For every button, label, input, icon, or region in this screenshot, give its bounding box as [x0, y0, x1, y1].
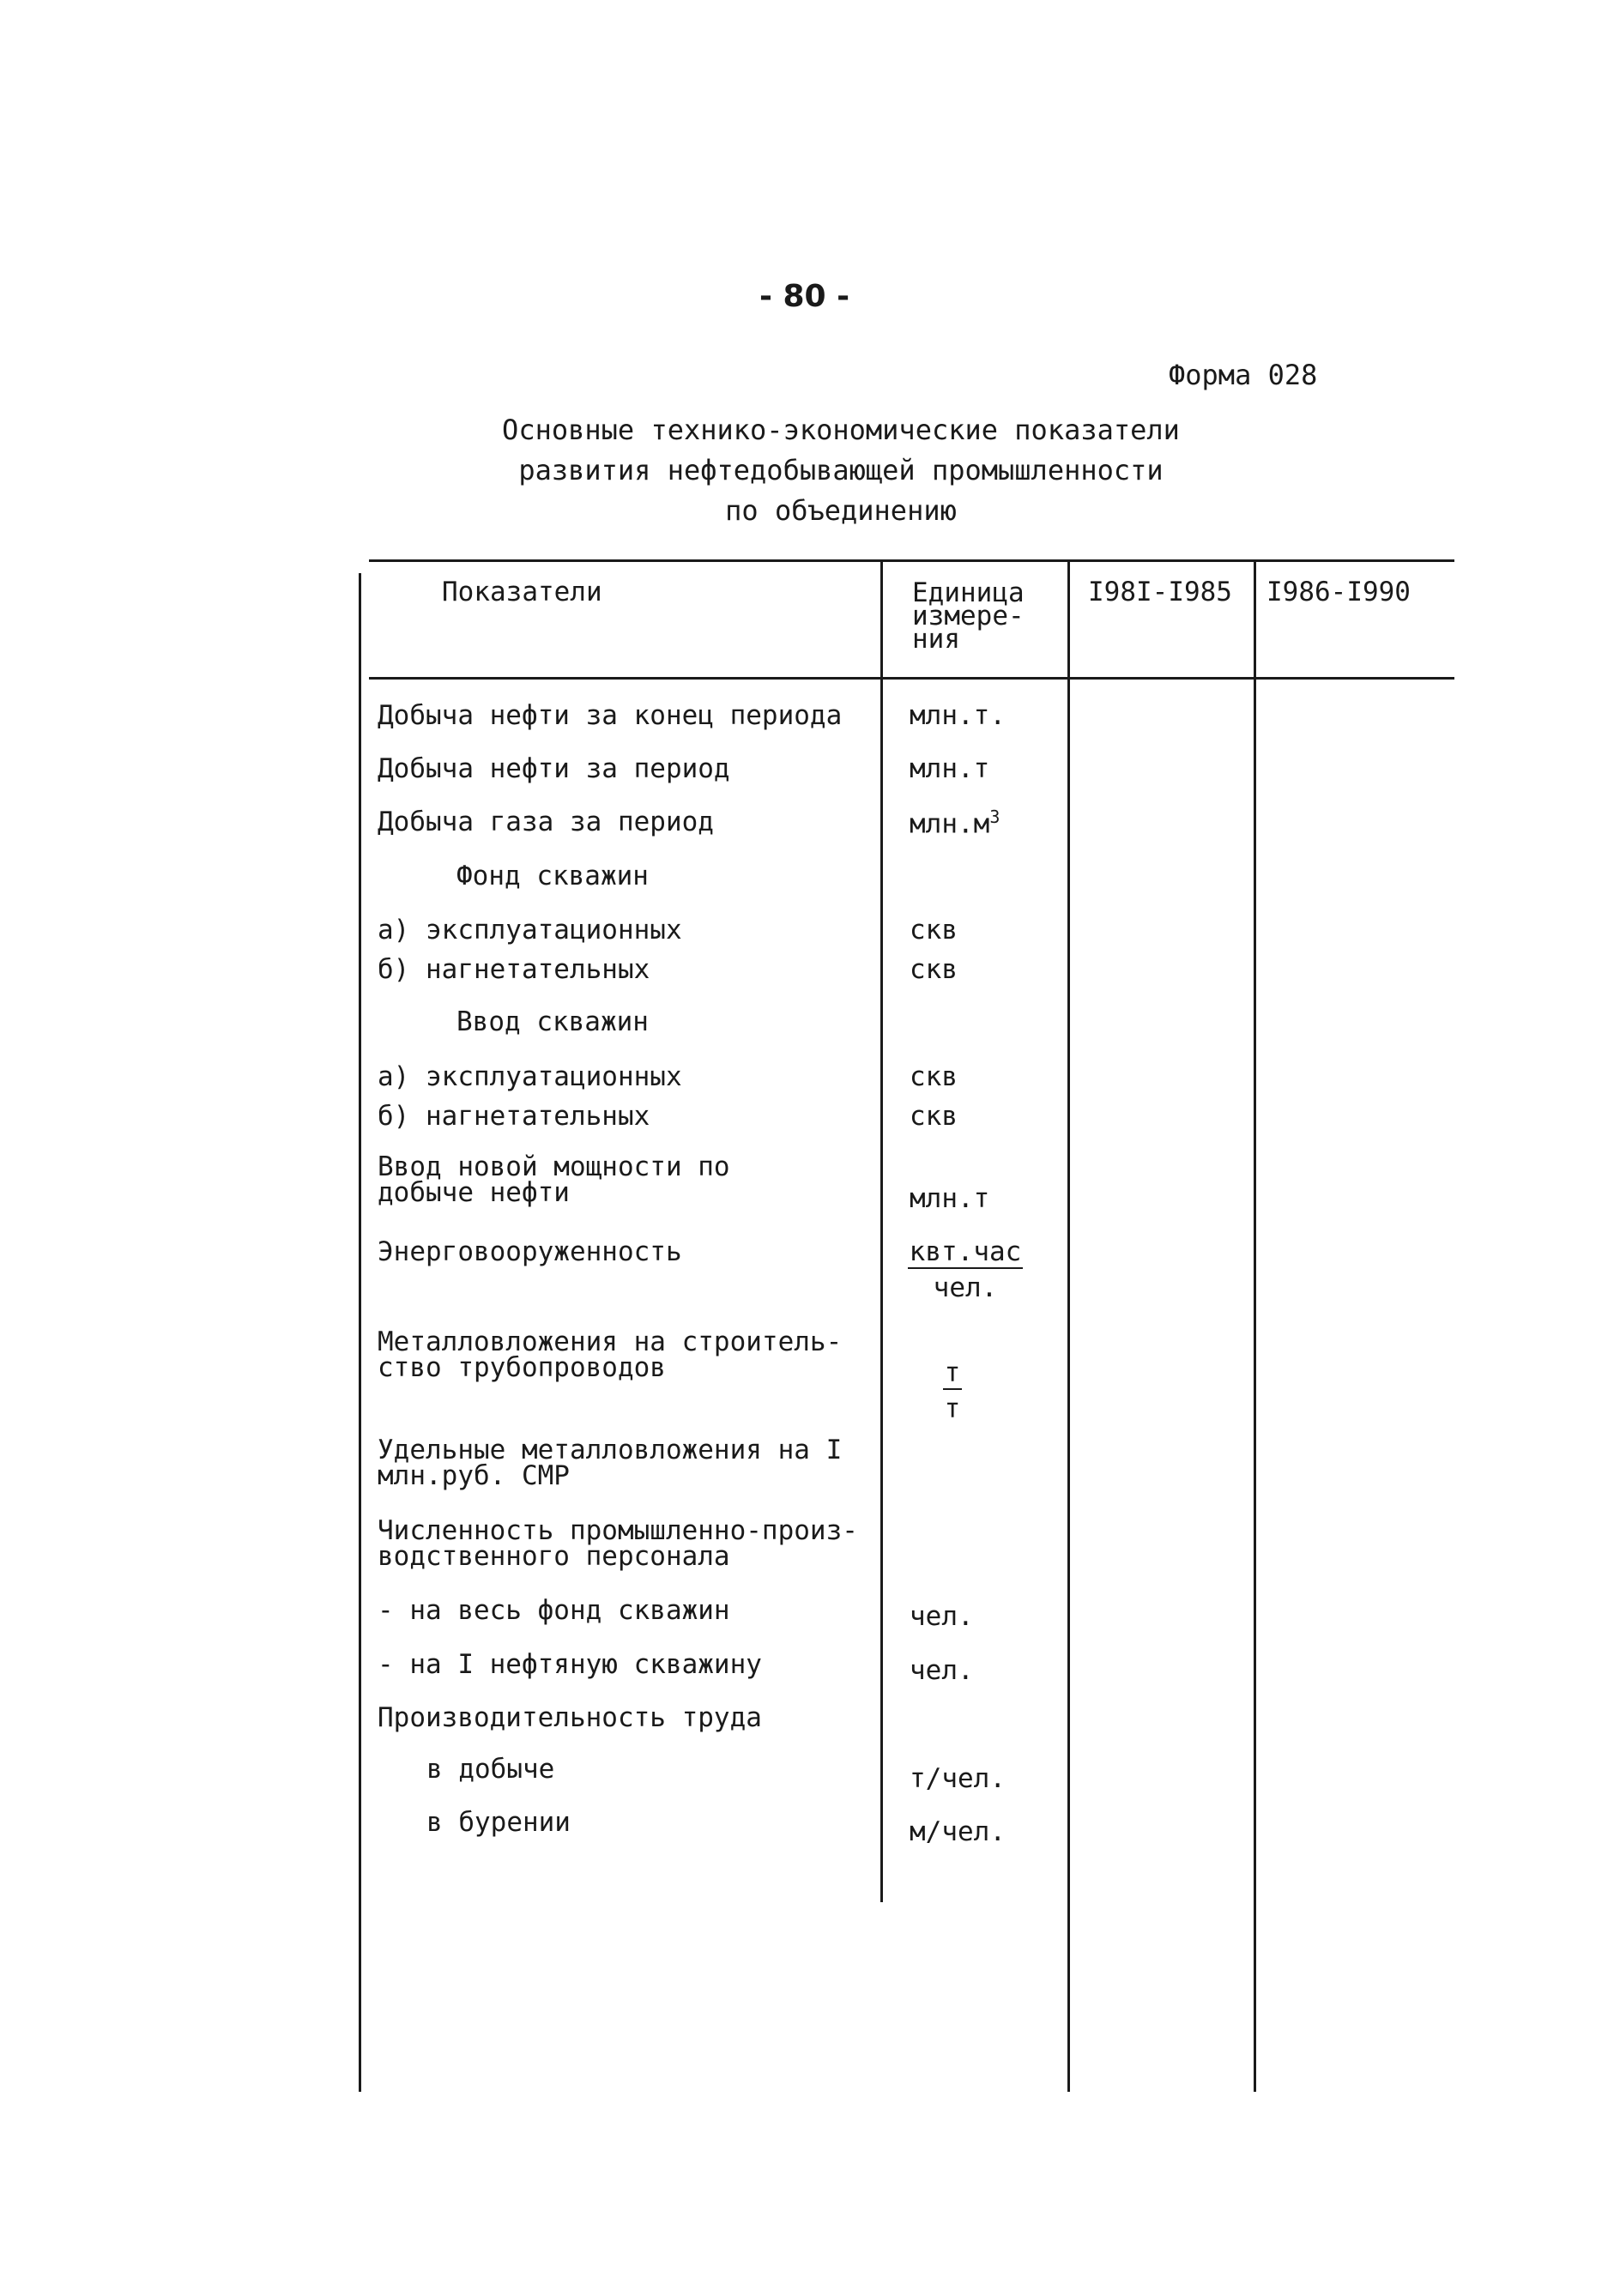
- column-divider-period2: [1254, 559, 1256, 2092]
- document-title: [481, 410, 1201, 531]
- row-label: Ввод новой мощности по добыче нефти: [378, 1151, 730, 1208]
- row-unit: скв: [910, 1101, 958, 1132]
- header-unit-line: измере-: [912, 601, 1025, 631]
- fraction-denominator: т: [944, 1393, 961, 1424]
- header-unit: [912, 577, 1025, 655]
- form-label: Форма 028: [1169, 359, 1318, 391]
- table-left-border: [359, 573, 361, 2092]
- row-label: Добыча нефти за конец периода: [378, 700, 843, 731]
- row-label: б) нагнетательных: [378, 1101, 650, 1132]
- row-label: а) эксплуатационных: [378, 915, 682, 946]
- header-period-1981-1985: I98I-I985: [1088, 577, 1232, 607]
- fraction-denominator: чел.: [933, 1272, 998, 1303]
- row-unit-superscript: 3: [989, 807, 1000, 827]
- column-divider-unit: [880, 559, 883, 1902]
- row-label: Численность промышленно-произ-водственного персонала: [378, 1515, 858, 1572]
- row-label: а) эксплуатационных: [378, 1061, 682, 1092]
- fraction-numerator: т: [944, 1357, 961, 1388]
- row-unit: чел.: [910, 1655, 974, 1686]
- row-label: Добыча нефти за период: [378, 753, 730, 784]
- row-label: - на I нефтяную скважину: [378, 1649, 762, 1680]
- table-header-rule: [369, 677, 1454, 680]
- row-label: Металловложения на строитель-ство трубопроводов: [378, 1326, 843, 1383]
- row-unit-fraction: [905, 1236, 1025, 1303]
- row-label: - на весь фонд скважин: [378, 1595, 730, 1626]
- row-label: Фонд скважин: [456, 861, 649, 891]
- row-unit: млн.т.: [910, 700, 1006, 731]
- title-line: развития нефтедобывающей промышленности: [518, 454, 1164, 486]
- table-top-rule: [369, 559, 1454, 562]
- row-unit: скв: [910, 954, 958, 985]
- row-unit: скв: [910, 1061, 958, 1092]
- header-unit-line: ния: [912, 624, 960, 655]
- header-period-1986-1990: I986-I990: [1266, 577, 1411, 607]
- page-number: - 80 -: [759, 279, 850, 314]
- title-line: по объединению: [725, 494, 957, 527]
- title-line: Основные технико-экономические показатели: [502, 414, 1180, 446]
- row-unit: скв: [910, 915, 958, 946]
- row-unit: чел.: [910, 1601, 974, 1632]
- row-label: в добыче: [426, 1754, 555, 1785]
- row-label: Ввод скважин: [456, 1006, 649, 1037]
- fraction-numerator: квт.час: [909, 1236, 1022, 1267]
- row-unit: т/чел.: [910, 1763, 1006, 1794]
- column-divider-period1: [1067, 559, 1070, 2092]
- row-unit-fraction: [927, 1357, 978, 1424]
- row-label: Добыча газа за период: [378, 807, 714, 837]
- row-unit-text: млн.м: [910, 808, 990, 840]
- row-unit: млн.т: [910, 1183, 990, 1214]
- row-label: Производительность труда: [378, 1702, 762, 1733]
- header-unit-line: Единица: [912, 577, 1025, 608]
- header-indicator: Показатели: [442, 577, 602, 607]
- row-unit: м/чел.: [910, 1816, 1006, 1847]
- row-unit: [910, 807, 1000, 839]
- row-label: б) нагнетательных: [378, 954, 650, 985]
- row-label: Удельные металловложения на I млн.руб. СМР: [378, 1435, 843, 1491]
- row-unit: млн.т: [910, 753, 990, 784]
- row-label: Энерговооруженность: [378, 1236, 682, 1267]
- row-label: в бурении: [426, 1807, 571, 1838]
